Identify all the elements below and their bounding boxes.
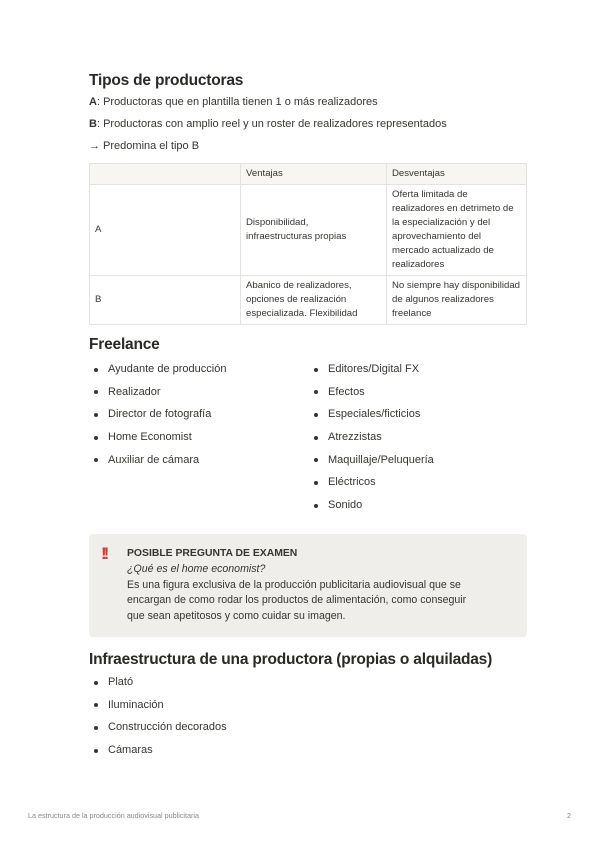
- list-item: Atrezzistas: [309, 430, 434, 453]
- list-item: Especiales/ficticios: [309, 407, 434, 430]
- definition-a-key: A: [89, 96, 97, 108]
- table-header-empty: [90, 164, 241, 185]
- cell-line: aprovechamiento del: [392, 231, 482, 242]
- infra-list: [89, 675, 227, 766]
- cell-ventajas-a: [241, 185, 387, 276]
- section-heading-infraestructura: Infraestructura de una productora (propias o alquiladas): [89, 651, 493, 668]
- row-label-a: A: [90, 185, 241, 276]
- definition-b-text: : Productoras con amplio reel y un roster de realizadores representados: [96, 118, 447, 130]
- list-item: Sonido: [309, 498, 434, 521]
- cell-line: especializada. Flexibilidad: [246, 308, 358, 319]
- list-item: Plató: [89, 675, 227, 698]
- callout-title: POSIBLE PREGUNTA DE EXAMEN: [127, 548, 298, 559]
- callout-answer-line: Es una figura exclusiva de la producción publicitaria audiovisual que se: [127, 578, 461, 591]
- exam-question-callout: [89, 534, 527, 637]
- cell-line: No siempre hay disponibilidad: [392, 280, 520, 291]
- comparison-table: [89, 163, 527, 325]
- callout-answer-line: encargan de como rodar los productos de alimentación, como conseguir: [127, 594, 467, 607]
- list-item: Construcción decorados: [89, 720, 227, 743]
- cell-line: realizadores: [392, 259, 445, 270]
- list-item: Editores/Digital FX: [309, 362, 434, 385]
- list-item: Realizador: [89, 385, 226, 408]
- cell-line: Abanico de realizadores,: [246, 280, 352, 291]
- table-header-row: [90, 164, 527, 185]
- definition-b: [89, 118, 447, 130]
- list-item: Maquillaje/Peluquería: [309, 453, 434, 476]
- cell-ventajas-b: [241, 276, 387, 325]
- list-item: Eléctricos: [309, 475, 434, 498]
- cell-desventajas-a: [387, 185, 527, 276]
- list-item: Efectos: [309, 385, 434, 408]
- list-item: Ayudante de producción: [89, 362, 226, 385]
- footer-page-number: 2: [567, 811, 571, 820]
- definition-a: [89, 96, 378, 108]
- table-header-desventajas: Desventajas: [387, 164, 527, 185]
- table-row: [90, 276, 527, 325]
- section-heading-tipos: Tipos de productoras: [89, 72, 244, 89]
- definition-b-key: B: [89, 118, 97, 130]
- callout-question: ¿Qué es el home economist?: [127, 562, 266, 575]
- callout-body: [127, 546, 517, 625]
- cell-line: freelance: [392, 308, 432, 319]
- double-exclamation-icon: !!: [101, 544, 107, 563]
- cell-line: Oferta limitada de: [392, 189, 468, 200]
- table-header-ventajas: Ventajas: [241, 164, 387, 185]
- section-heading-freelance: Freelance: [89, 336, 160, 353]
- definition-a-text: : Productoras que en plantilla tienen 1 o más realizadores: [96, 96, 378, 108]
- freelance-list-left: [89, 362, 226, 475]
- cell-line: realizadores en detrimeto de: [392, 203, 514, 214]
- list-item: Home Economist: [89, 430, 226, 453]
- conclusion-line: → Predomina el tipo B: [89, 140, 200, 152]
- cell-line: la especialización y del: [392, 217, 491, 228]
- cell-line: infraestructuras propias: [246, 231, 347, 242]
- cell-desventajas-b: [387, 276, 527, 325]
- row-label-b: B: [90, 276, 241, 325]
- cell-line: Disponibilidad,: [246, 217, 309, 228]
- cell-line: opciones de realización: [246, 294, 347, 305]
- list-item: Auxiliar de cámara: [89, 453, 226, 476]
- footer-title: La estructura de la producción audiovisual publicitaria: [28, 811, 200, 820]
- cell-line: de algunos realizadores: [392, 294, 494, 305]
- list-item: Iluminación: [89, 698, 227, 721]
- callout-answer-line: que sean apetitosos y como cuidar su imagen.: [127, 610, 346, 623]
- cell-line: mercado actualizado de: [392, 245, 494, 256]
- table-row: [90, 185, 527, 276]
- list-item: Director de fotografía: [89, 407, 226, 430]
- list-item: Cámaras: [89, 743, 227, 766]
- freelance-list-right: [309, 362, 434, 521]
